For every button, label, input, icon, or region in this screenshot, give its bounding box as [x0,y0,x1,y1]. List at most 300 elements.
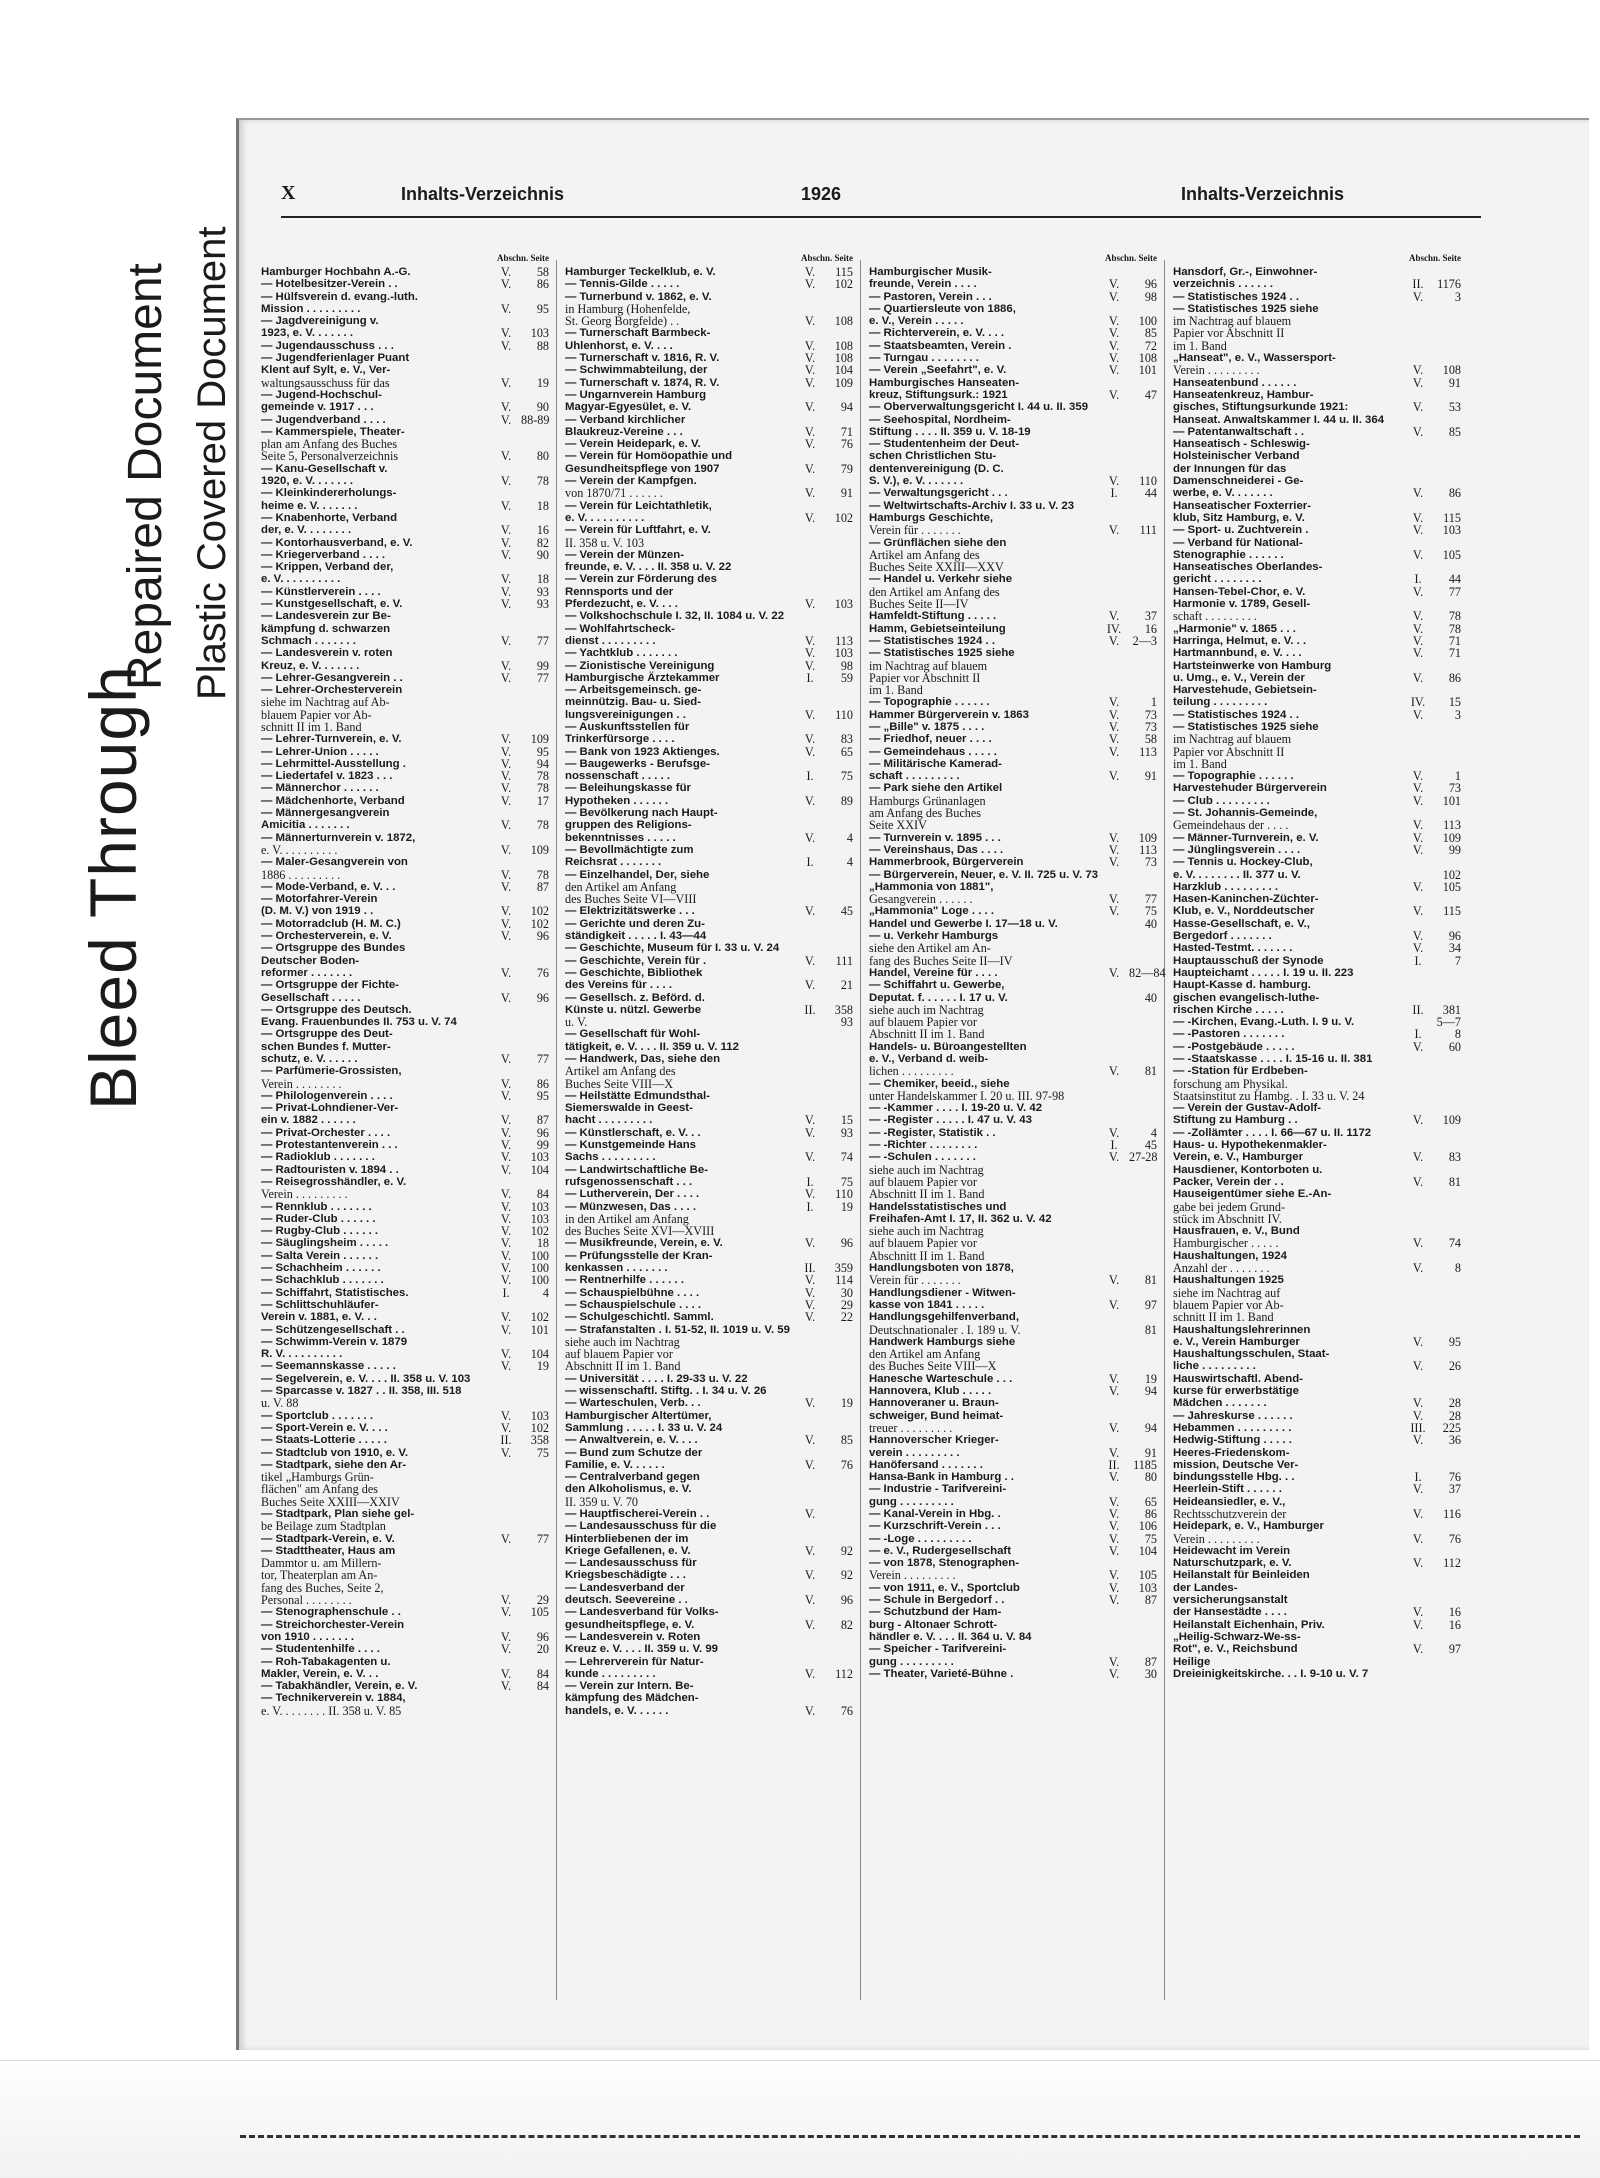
entry-page: 71 [1448,633,1461,648]
index-entry [261,1533,549,1545]
index-entry [261,942,549,954]
entry-page: 16 [1144,621,1157,636]
entry-text: — Verein der Münzen- [565,548,684,561]
index-entry [869,1102,1157,1114]
entry-text: kunde . . . . . . . . . [565,1667,656,1680]
entry-text: Haushaltungen, 1924 [1173,1249,1287,1262]
entry-page [521,1459,549,1471]
entry-section [795,1324,825,1336]
index-entry [1173,1520,1461,1532]
entry-page: 98 [1144,289,1157,304]
entry-section [1099,1237,1129,1249]
entry-text: — Gerichte und deren Zu- [565,917,705,930]
entry-text: Verein . . . . . . . . . [1173,1531,1260,1546]
entry-text: — Park siehe den Artikel [869,782,1003,795]
entry-page: 73 [1144,719,1157,734]
entry-text: — Kriegerverband . . . . [261,548,386,561]
index-entry [565,463,853,475]
entry-page: 102 [530,1420,549,1435]
entry-section: V. [1108,1494,1120,1509]
entry-section: V. [804,437,816,452]
index-entry [869,1385,1157,1397]
index-entry [869,1188,1157,1200]
index-entry [261,1434,549,1446]
entry-text: — Rennklub . . . . . . . [261,1200,372,1213]
entry-text: St. Georg Borgfelde) . . [565,314,680,329]
entry-section: V. [1108,633,1120,648]
index-entry [1173,549,1461,561]
entry-section: V. [1108,830,1120,845]
entry-section [795,1213,825,1225]
index-entry [869,1114,1157,1126]
entry-text: Papier vor Abschnitt II [1173,744,1285,759]
entry-section [795,1348,825,1360]
entry-page: 19 [536,1359,549,1374]
entry-section: V. [804,1273,816,1288]
entry-page: 102 [530,1310,549,1325]
entry-page: 104 [834,363,853,378]
entry-page [1129,979,1157,991]
index-entry [565,450,853,462]
index-entry [565,1324,853,1336]
entry-page: 1176 [1437,277,1461,292]
entry-text: des Buches Seite VI—VIII [565,892,697,907]
entry-text: — -Loge . . . . . . . . . [869,1532,972,1545]
index-entry [261,1483,549,1495]
entry-page: 65 [840,744,853,759]
entry-page [521,1705,549,1717]
index-entry [1173,1643,1461,1655]
entry-section: V. [804,1285,816,1300]
index-entry [565,1643,853,1655]
entry-text: — Jahreskurse . . . . . . [1173,1409,1293,1422]
index-column-4 [1173,252,1461,1680]
entry-text: Amicitia . . . . . . . [261,819,350,832]
entry-text: den Alkoholismus, e. V. [565,1483,692,1496]
entry-text: — Handel u. Verkehr siehe [869,573,1013,586]
entry-section: V. [500,1347,512,1362]
entry-page: 109 [1442,830,1461,845]
entry-section: V. [1412,941,1424,956]
entry-section [491,1692,521,1704]
entry-section: V. [500,1187,512,1202]
entry-page: 96 [536,1125,549,1140]
entry-text: Gesangverein . . . . . . [869,892,973,907]
entry-text: im 1. Band [1173,338,1227,353]
entry-section: V. [804,265,816,279]
entry-text: — Kunstgemeinde Hans [565,1139,697,1152]
entry-page: 77 [536,670,549,685]
index-entry [565,1606,853,1618]
index-entry [1173,1201,1461,1213]
entry-text: Hamfeldt-Stiftung . . . . . [869,610,997,623]
entry-section: II. [804,1261,816,1276]
entry-page: 101 [1442,793,1461,808]
entry-section: V. [1412,769,1424,784]
entry-section [1099,1090,1129,1102]
entry-text: — Lutherverein, Der . . . . [565,1188,700,1201]
entry-page: 115 [835,265,853,279]
entry-text: Rennsports und der [565,585,674,598]
entry-text: verein . . . . . . . . . [869,1446,960,1459]
entry-page: 81 [1144,1273,1157,1288]
entry-text: Haupt-Kasse d. hamburg. [1173,979,1311,992]
entry-text: — Schauspielbühne . . . . [565,1286,700,1299]
entry-section: V. [500,1531,512,1546]
entry-text: meinnützig. Bau- u. Sied- [565,696,702,709]
index-entry [869,327,1157,339]
entry-text: Hypotheken . . . . . . [565,794,669,807]
entry-page [521,942,549,954]
entry-section [1099,1250,1129,1262]
index-entry [869,414,1157,426]
entry-text: — Geschichte, Verein für . [565,954,707,967]
entry-section: V. [1412,1236,1424,1251]
entry-text: Heidepark, e. V., Hamburger [1173,1520,1324,1533]
entry-text: — Segelverein, e. V. . . . II. 358 u. V. 103 [261,1372,471,1385]
entry-text: Hinterbliebenen der im [565,1532,689,1545]
entry-page [1433,1274,1461,1286]
entry-text: — Theater, Varieté-Bühne . [869,1667,1014,1680]
entry-page: 359 [834,1261,853,1276]
entry-section: V. [1108,1064,1120,1079]
index-entry [869,1434,1157,1446]
entry-page [521,684,549,696]
entry-section: V. [1108,609,1120,624]
entry-page [1433,463,1461,475]
entry-section [795,1520,825,1532]
entry-text: Kriege Gefallenen, e. V. [565,1544,691,1557]
index-entry [869,1471,1157,1483]
entry-text: — Statistisches 1924 . . [1173,708,1299,721]
entry-text: — Maler-Gesangverein von [261,856,408,869]
entry-text: Hammerbrook, Bürgerverein [869,856,1024,869]
scanned-page [236,118,1589,2050]
entry-text: gericht . . . . . . . . [1173,573,1262,586]
entry-section [1403,1188,1433,1200]
entry-section: V. [500,916,512,931]
entry-section: V. [804,424,816,439]
entry-text: — Kanal-Verein in Hbg. . [869,1507,1001,1520]
index-entry [565,414,853,426]
entry-page: 111 [835,953,853,968]
index-entry [261,1274,549,1286]
entry-page: 8 [1454,1261,1461,1276]
index-entry [869,1422,1157,1434]
entry-section: V. [500,375,512,390]
index-entry [261,1114,549,1126]
entry-section: V. [500,400,512,415]
entry-text: stück im Abschnitt IV. [1173,1211,1282,1226]
entry-page: 105 [1442,879,1461,894]
entry-section: V. [1108,1666,1120,1681]
entry-text: — Auskunftsstellen für [565,720,690,733]
entry-section [491,1545,521,1557]
index-entry [869,1274,1157,1286]
entry-page: 78 [536,867,549,882]
entry-text: — Gemeindehaus . . . . . [869,745,997,758]
entry-section: V. [500,781,512,796]
index-entry [565,610,853,622]
entry-text: Hausdiener, Kontorboten u. [1173,1163,1323,1176]
index-entry [1173,1533,1461,1545]
entry-text: Blaukreuz-Vereine . . . [565,425,683,438]
index-entry [565,992,853,1004]
entry-page: 88-89 [521,412,550,427]
entry-page [1433,537,1461,549]
entry-section [1099,573,1129,585]
entry-page [1129,647,1157,659]
entry-section: V. [1108,1125,1120,1140]
entry-section: V. [1108,1150,1120,1165]
entry-text: — Mode-Verband, e. V. . . [261,880,396,893]
entry-text: — -Richter . . . . . . . . [869,1139,978,1152]
index-entry [261,377,549,389]
entry-page [825,1028,853,1040]
entry-text: von 1870/71 . . . . . . [565,486,663,501]
index-entry [869,364,1157,376]
entry-section: V. [1108,855,1120,870]
entry-text: klub, Sitz Hamburg, e. V. [1173,511,1305,524]
entry-page: 78 [536,818,549,833]
entry-section: V. [500,1162,512,1177]
entry-page [825,1213,853,1225]
entry-page: 85 [1144,326,1157,341]
entry-page: 108 [834,314,853,329]
entry-section: V. [1108,1273,1120,1288]
entry-text: lichen . . . . . . . . . [869,1064,954,1079]
entry-section: V. [1108,1384,1120,1399]
index-entry [261,1643,549,1655]
entry-text: — Schwimm-Verein v. 1879 [261,1335,408,1348]
entry-text: — Schutzbund der Ham- [869,1606,1002,1619]
entry-page [825,1520,853,1532]
entry-section: V. [804,1297,816,1312]
entry-page: 103 [1442,523,1461,538]
entry-page [1129,1114,1157,1126]
entry-text: Hauseigentümer siehe E.-An- [1173,1188,1332,1201]
entry-text: kasse von 1841 . . . . . [869,1298,985,1311]
index-entry [1173,782,1461,794]
index-entry [261,672,549,684]
index-entry [869,1619,1157,1631]
entry-section [795,1692,825,1704]
index-entry [565,1373,853,1385]
entry-page: 94 [1144,1420,1157,1435]
index-entry [261,1004,549,1016]
entry-page: 15 [1448,695,1461,710]
entry-text: Gemeindehaus der . . . . [1173,818,1289,833]
index-entry [1173,942,1461,954]
entry-text: Rechtsschutzverein der [1173,1506,1287,1521]
entry-section: I. [806,670,814,685]
entry-text: — Staats-Lotterie . . . . . [261,1434,387,1447]
entry-section: V. [1412,486,1424,501]
entry-text: Heilige [1173,1655,1211,1668]
entry-page [1129,1041,1157,1053]
entry-section [491,709,521,721]
entry-page: 108 [834,351,853,366]
index-entry [261,1656,549,1668]
entry-text: — Privat-Lohndiener-Ver- [261,1102,399,1115]
entry-page [825,782,853,794]
entry-text: e. V. . . . . . . . II. 358 u. V. 85 [261,1703,402,1718]
entry-page: 45 [840,904,853,919]
entry-page: 83 [840,732,853,747]
entry-section [795,1053,825,1065]
entry-section [1099,426,1129,438]
entry-section [795,1643,825,1655]
entry-text: Verein . . . . . . . . . [869,1568,956,1583]
entry-text: — Hotelbesitzer-Verein . . [261,278,398,291]
entry-section: V. [804,1236,816,1251]
entry-text: Deutscher Boden- [261,954,360,967]
entry-section [1099,1016,1129,1028]
entry-page [1129,869,1157,881]
entry-text: Sammlung . . . . . I. 33 u. V. 24 [565,1421,723,1434]
entry-page: 109 [834,375,853,390]
entry-page [825,1053,853,1065]
entry-page: 381 [1442,1002,1461,1017]
entry-text: schen Christlichen Stu- [869,450,997,463]
entry-section: V. [1108,1297,1120,1312]
entry-text: — Ungarnverein Hamburg [565,388,707,401]
entry-section [1099,549,1129,561]
entry-section [1403,1274,1433,1286]
index-entry [261,647,549,659]
entry-text: — Verein für Luftfahrt, e. V. [565,524,711,537]
entry-page [1433,1065,1461,1077]
page-number: X [281,182,296,204]
entry-text: — Stadtpark-Verein, e. V. [261,1532,395,1545]
entry-page: 26 [1448,1359,1461,1374]
entry-section: I. [1414,1027,1422,1042]
index-entry [565,561,853,573]
entry-page: 103 [530,1199,549,1214]
entry-text: — -Zollämter . . . . I. 66—67 u. II. 1172 [1173,1126,1372,1139]
entry-page [825,573,853,585]
entry-page [1433,746,1461,758]
entry-text: — Sportclub . . . . . . . [261,1409,374,1422]
entry-page: 84 [536,1187,549,1202]
index-entry [565,869,853,881]
entry-page [1433,1656,1461,1668]
entry-section [491,1705,521,1717]
index-entry [261,782,549,794]
entry-section: V. [804,1703,816,1718]
entry-text: gung . . . . . . . . . [869,1655,954,1668]
entry-text: Reichsrat . . . . . . . [565,856,662,869]
entry-page: 95 [536,301,549,316]
entry-page [521,1028,549,1040]
entry-section: V. [1412,904,1424,919]
entry-section: V. [804,793,816,808]
index-entry [261,1705,549,1717]
entry-text: — Künstlerschaft, e. V. . . [565,1126,701,1139]
entry-text: ständigkeit . . . . . I. 43—44 [565,930,707,943]
bleed-through-label: Bleed Through [76,665,150,1110]
entry-page [825,807,853,819]
entry-section: V. [1108,769,1120,784]
entry-page: 96 [536,1629,549,1644]
entry-section [1403,1287,1433,1299]
entry-page [1433,733,1461,745]
entry-section: V. [500,867,512,882]
entry-section [795,1065,825,1077]
entry-text: Haus- u. Hypothekenmakler- [1173,1139,1327,1152]
entry-page [1129,1201,1157,1213]
entry-section [491,1496,521,1508]
entry-page: 105 [530,1605,549,1620]
entry-text: — Sparcasse v. 1827 . . II. 358, III. 518 [261,1385,462,1398]
entry-page: 28 [1448,1408,1461,1423]
entry-page: 77 [536,633,549,648]
entry-page [521,1557,549,1569]
entry-section [1099,992,1129,1004]
entry-page: 36 [1448,1433,1461,1448]
index-entry [869,1668,1157,1680]
entry-section [1099,561,1129,573]
entry-section: V. [500,732,512,747]
index-entry [869,1041,1157,1053]
header-rule [281,216,1481,218]
entry-page: 86 [536,1076,549,1091]
entry-page [1129,1078,1157,1090]
entry-text: — Sport-Verein e. V. . . . [261,1421,388,1434]
index-entry [1173,967,1461,979]
entry-text: — Studentenheim der Deut- [869,438,1019,451]
entry-section: V. [500,572,512,587]
entry-text: — Statistisches 1924 . . [1173,290,1299,303]
entry-page: 91 [1144,769,1157,784]
entry-text: — Studentenhilfe . . . . [261,1643,380,1656]
entry-text: in Hamburg (Hohenfelde, [565,301,691,316]
entry-page: 19 [1144,1371,1157,1386]
index-entry [1173,1090,1461,1102]
entry-text: — Ortsgruppe der Fichte- [261,979,399,992]
entry-section [1099,1078,1129,1090]
entry-section: V. [1412,510,1424,525]
entry-section [491,647,521,659]
entry-page: 60 [1448,1039,1461,1054]
entry-section: V. [804,1593,816,1608]
entry-page: 92 [840,1568,853,1583]
entry-page: 96 [536,990,549,1005]
entry-section [491,1557,521,1569]
entry-text: — Lehrerverein für Natur- [565,1655,704,1668]
index-entry [565,856,853,868]
entry-page: 86 [536,277,549,292]
entry-text: Freihafen-Amt I. 17, II. 362 u. V. 42 [869,1212,1052,1225]
entry-section [1099,1643,1129,1655]
entry-section: V. [1412,1334,1424,1349]
index-entry [1173,327,1461,339]
entry-page: 34 [1448,941,1461,956]
index-entry [869,869,1157,881]
entry-page [1433,979,1461,991]
entry-section [491,352,521,364]
index-entry [261,696,549,708]
index-entry [1173,401,1461,413]
entry-page [1129,1237,1157,1249]
entry-text: — Ortsgruppe des Deut- [261,1028,393,1041]
entry-text: „Hammonia" Loge . . . . [869,905,995,918]
entry-text: Anzahl der . . . . . . . [1173,1261,1270,1276]
entry-text: in den Artikel am Anfang [565,1211,689,1226]
entry-page: 99 [1448,842,1461,857]
index-entry [565,1545,853,1557]
index-entry [1173,340,1461,352]
